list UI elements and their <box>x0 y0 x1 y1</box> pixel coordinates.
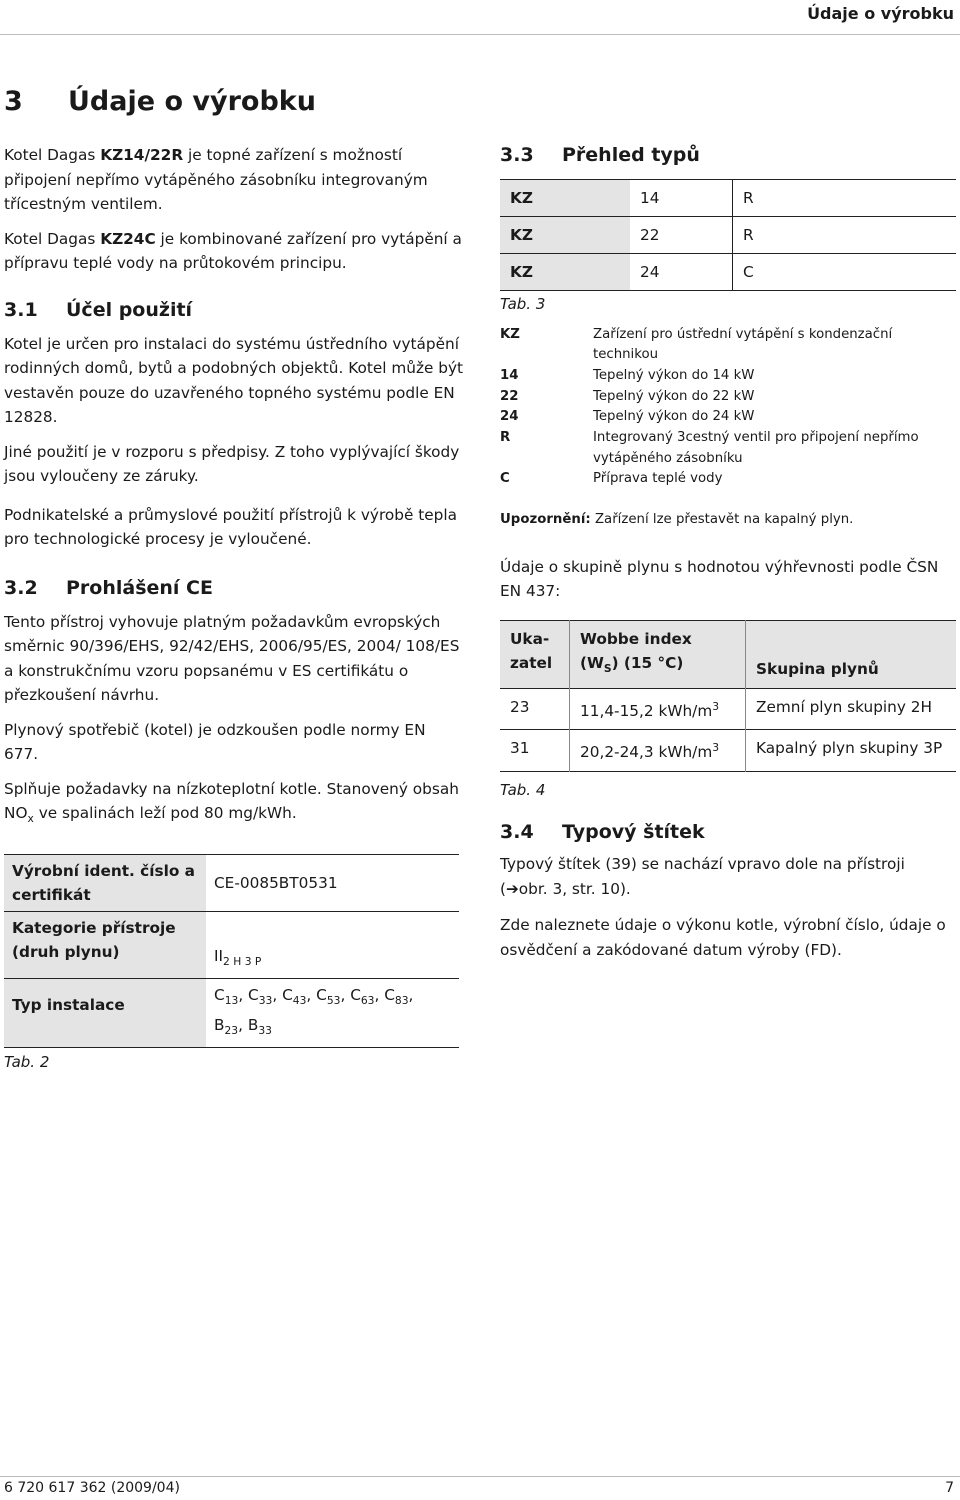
right-column <box>500 143 956 972</box>
footer-divider <box>0 1476 960 1477</box>
table-cell: 20,2-24,3 kWh/$m^3$ <box>570 730 746 772</box>
table-row <box>500 217 956 254</box>
running-header: Údaje o výrobku <box>807 4 954 23</box>
chapter-number: 3 <box>4 86 23 117</box>
s32-paragraph-1: Tento přístroj vyhovuje platným požadavkům evropských směrnic 90/396/EHS, 92/42/EHS, 2006/95/ES, 2004/ 108/ES a konstrukčnímu vzoru popsanému v ES certifikátu o přezkoušení návrhu. <box>4 612 460 704</box>
header-divider <box>0 34 960 35</box>
table-key: Výrobní ident. číslo a certifikát <box>4 854 206 911</box>
type-prefix: KZ <box>500 254 630 291</box>
type-legend <box>500 325 956 491</box>
s32-paragraph-3: Splňuje požadavky na nízkoteplotní kotle. Stanovený obsah $NO_x$ ve spalinách leží pod 80 mg/kWh. <box>4 779 459 826</box>
table-row <box>4 911 459 978</box>
intro-paragraph-1: Kotel Dagas KZ14/22R je topné zařízení s možností připojení nepřímo vytápěného zásobníku integrovaným třícestným ventilem. <box>4 146 428 213</box>
chapter-title <box>4 86 316 117</box>
notice: Upozornění: Zařízení lze přestavět na kapalný plyn. <box>500 512 854 528</box>
table-header-row <box>500 620 956 688</box>
type-variant: C <box>743 262 754 281</box>
legend-item: C Příprava teplé vody <box>500 471 723 487</box>
section-3-3-heading: 3.3 Přehled typů <box>500 144 700 166</box>
model-kz24c: KZ24C <box>100 229 156 248</box>
s32-paragraph-2: Plynový spotřebič (kotel) je odzkoušen podle normy EN 677. <box>4 720 426 763</box>
type-variant: R <box>743 188 754 207</box>
gas-group-table <box>500 620 956 772</box>
table-row <box>500 254 956 291</box>
s34-paragraph-2: Zde naleznete údaje o výkonu kotle, výrobní číslo, údaje o osvědčení a zakódované datum výroby (FD). <box>500 916 946 959</box>
page-number: 7 <box>945 1480 954 1496</box>
legend-item: 14 Tepelný výkon do 14 kW <box>500 367 755 383</box>
column-header: Uka-zatel <box>500 620 570 688</box>
document-number: 6 720 617 362 (2009/04) <box>4 1480 180 1496</box>
section-3-4-heading: 3.4 Typový štítek <box>500 821 705 844</box>
type-power: 22 <box>630 217 733 254</box>
table-key: Typ instalace <box>4 978 206 1047</box>
table-cell: Zemní plyn skupiny 2H <box>756 697 933 716</box>
gas-group-intro: Údaje o skupině plynu s hodnotou výhřevnosti podle ČSN EN 437: <box>500 557 939 601</box>
table-value: $C_{13}$, $C_{33}$, $C_{43}$, $C_{53}$, $C_{63}$, $C_{83}$, $B_{23}$, $B_{33}$ <box>214 985 414 1037</box>
ce-info-table <box>4 854 459 1048</box>
table-value: $II_{2 H 3 P}$ <box>214 946 262 968</box>
table-row <box>4 978 459 1047</box>
section-3-2-heading: 3.2 Prohlášení CE <box>4 576 213 599</box>
type-prefix: KZ <box>500 180 630 217</box>
model-kz14-22r: KZ14/22R <box>100 146 184 164</box>
table-key: Kategorie přístroje (druh plynu) <box>4 911 206 978</box>
chapter-title-text: Údaje o výrobku <box>68 86 316 117</box>
legend-item: 24 Tepelný výkon do 24 kW <box>500 409 755 425</box>
s31-paragraph-1: Kotel je určen pro instalaci do systému ústředního vytápění rodinných domů, bytů a podobných objektů. Kotel může být vestavěn pouze do uzavřeného topného systému podle EN 12828. <box>4 334 464 426</box>
type-power: 14 <box>630 180 733 217</box>
legend-item: R Integrovaný 3cestný ventil pro připojení nepřímo vytápěného zásobníku <box>500 430 919 466</box>
table-value: CE-0085BT0531 <box>214 873 338 892</box>
legend-item: 22 Tepelný výkon do 22 kW <box>500 388 755 404</box>
column-header: Skupina plynů <box>746 620 957 688</box>
s31-paragraph-3: Podnikatelské a průmyslové použití přístrojů k výrobě tepla pro technologické procesy je vyloučené. <box>4 505 458 548</box>
s31-paragraph-2: Jiné použití je v rozporu s předpisy. Z toho vyplývající škody jsou vyloučeny ze záruky. <box>4 442 460 485</box>
type-variant: R <box>743 225 754 244</box>
type-overview-table <box>500 179 956 291</box>
table-caption: Tab. 2 <box>4 1052 50 1071</box>
table-cell: Kapalný plyn skupiny 3P <box>756 739 943 758</box>
table-row <box>4 854 459 911</box>
type-prefix: KZ <box>500 217 630 254</box>
table-row <box>500 730 956 772</box>
type-power: 24 <box>630 254 733 291</box>
section-3-1-heading: 3.1 Účel použití <box>4 298 193 321</box>
table-cell: 31 <box>510 739 530 758</box>
table-row <box>500 180 956 217</box>
table-cell: 23 <box>510 697 530 716</box>
s34-paragraph-1: Typový štítek (39) se nachází vpravo dole na přístroji (➔obr. 3, str. 10). <box>500 855 905 898</box>
left-column <box>4 143 464 1074</box>
table-cell: 11,4-15,2 kWh/$m^3$ <box>570 688 746 730</box>
intro-paragraph-2: Kotel Dagas KZ24C je kombinované zařízení pro vytápění a přípravu teplé vody na průtokovém principu. <box>4 229 462 272</box>
table-row <box>500 688 956 730</box>
legend-item: KZ Zařízení pro ústřední vytápění s kondenzační technikou <box>500 326 893 363</box>
table-caption: Tab. 4 <box>500 780 546 799</box>
column-header: Wobbe index $(W_S)$ (15 °C) <box>570 620 746 688</box>
table-caption: Tab. 3 <box>500 295 546 313</box>
notice-label: Upozornění: <box>500 512 591 528</box>
